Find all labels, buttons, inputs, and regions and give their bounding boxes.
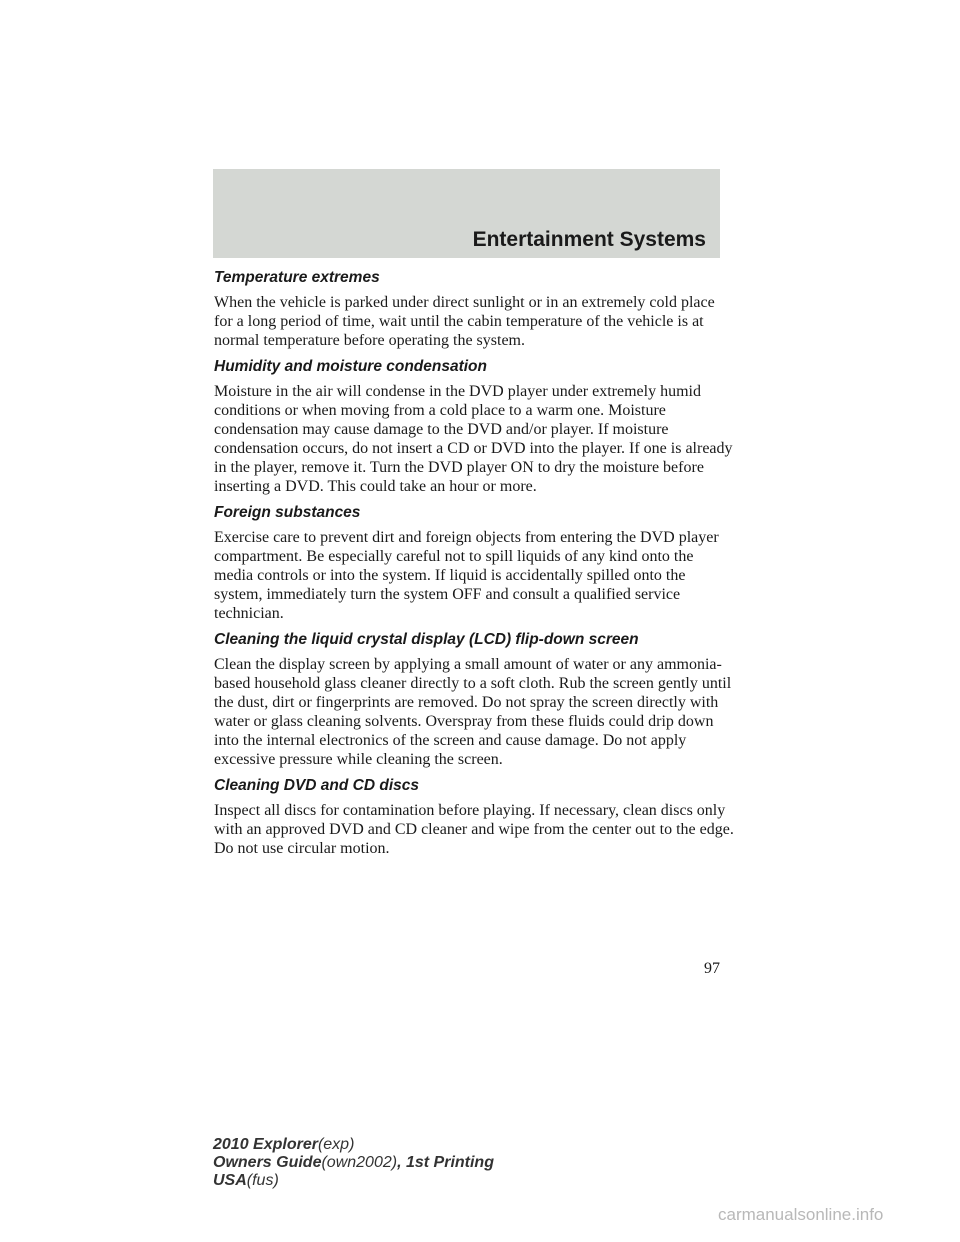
section-header-title: Entertainment Systems: [472, 228, 706, 251]
footer-line-guide: [213, 1154, 494, 1172]
section-heading: Cleaning DVD and CD discs: [214, 777, 419, 794]
section-header-banner: [213, 169, 720, 258]
section-humidity-moisture: [214, 357, 734, 496]
footer-line-market: [213, 1172, 494, 1190]
section-heading: Humidity and moisture condensation: [214, 358, 487, 375]
footer-guide: Owners Guide: [213, 1154, 322, 1171]
footer-printing: , 1st Printing: [397, 1154, 494, 1171]
section-cleaning-discs: [214, 776, 734, 858]
section-body: Exercise care to prevent dirt and foreign objects from entering the DVD player compartment. Be especially careful not to spill liquids of any kind onto the media controls or into the system. If liquid is accidentally spilled onto the system, immediately turn the system OFF and consult a qualified service technician.: [214, 529, 719, 622]
section-heading: Temperature extremes: [214, 269, 380, 286]
section-foreign-substances: [214, 503, 734, 623]
section-temperature-extremes: [214, 268, 734, 350]
page-content: [214, 268, 734, 865]
footer-market-code: (fus): [246, 1172, 279, 1189]
section-heading: Foreign substances: [214, 504, 361, 521]
section-body: Inspect all discs for contamination before playing. If necessary, clean discs only with an approved DVD and CD cleaner and wipe from the center out to the edge. Do not use circular motion.: [214, 802, 734, 857]
section-cleaning-lcd: [214, 630, 734, 769]
footer-model-code: (exp): [317, 1136, 355, 1153]
section-body: When the vehicle is parked under direct sunlight or in an extremely cold place for a long period of time, wait until the cabin temperature of the vehicle is at normal temperature before operating the system.: [214, 294, 715, 349]
footer-line-model: [213, 1136, 494, 1154]
section-body: Moisture in the air will condense in the DVD player under extremely humid conditions or when moving from a cold place to a warm one. Moisture condensation may cause damage to the DVD and/or player. If moisture condensation occurs, do not insert a CD or DVD into the player. If one is already in the player, remove it. Turn the DVD player ON to dry the moisture before inserting a DVD. This could take an hour or more.: [214, 383, 733, 495]
document-footer: [213, 1136, 494, 1190]
footer-model: 2010 Explorer: [213, 1136, 318, 1153]
section-body: Clean the display screen by applying a small amount of water or any ammonia-based household glass cleaner directly to a soft cloth. Rub the screen gently until the dust, dirt or fingerprints are removed. Do not spray the screen directly with water or glass cleaning solvents. Overspray from these fluids could drip down into the internal electronics of the screen and cause damage. Do not apply excessive pressure while cleaning the screen.: [214, 656, 732, 768]
footer-market: USA: [213, 1172, 247, 1189]
section-heading: Cleaning the liquid crystal display (LCD) flip-down screen: [214, 631, 639, 648]
footer-guide-code: (own2002): [321, 1154, 398, 1171]
watermark-text: carmanualsonline.info: [718, 1205, 884, 1224]
page-number: 97: [704, 960, 720, 977]
